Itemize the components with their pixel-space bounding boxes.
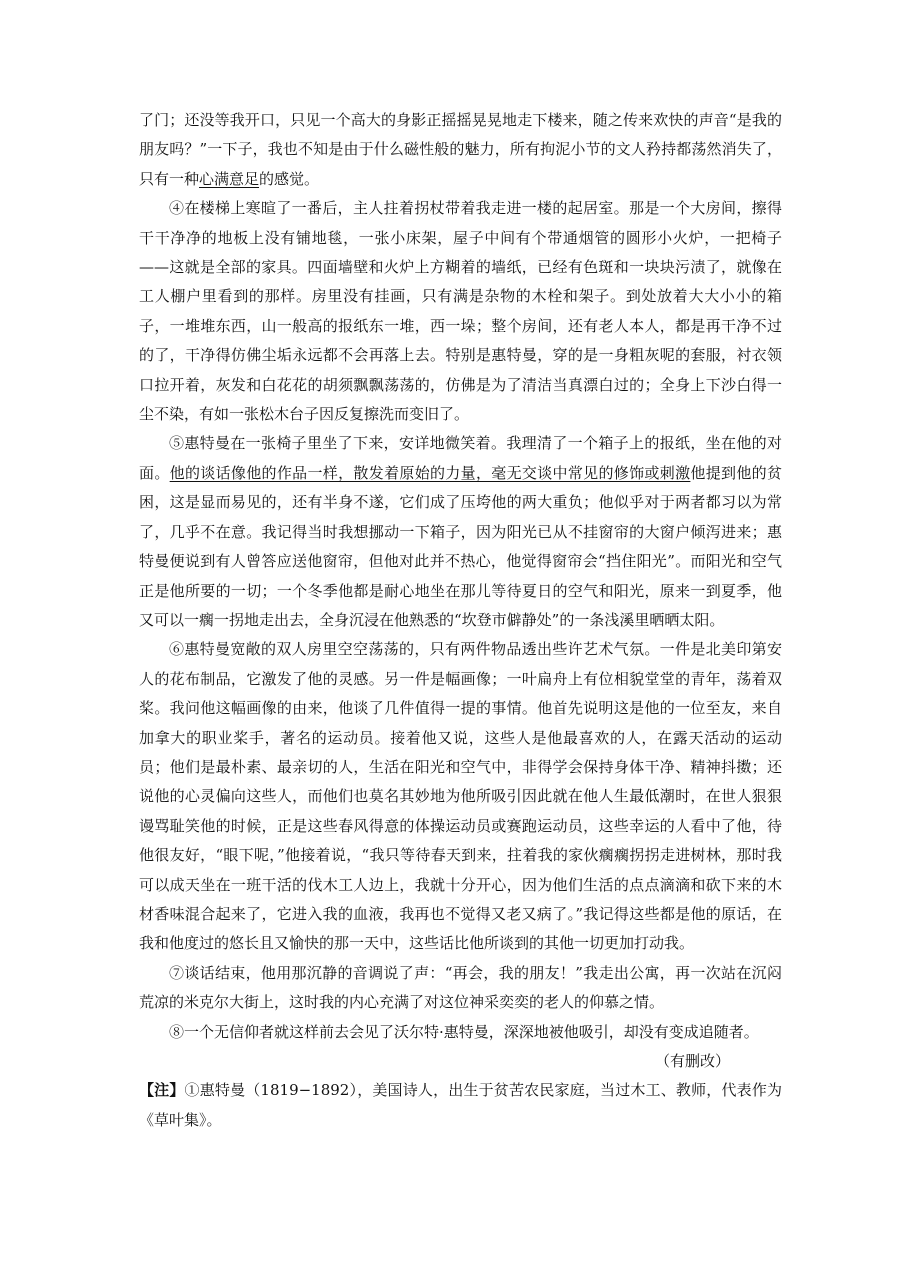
paragraph-5 bbox=[139, 429, 782, 635]
underlined-sentence-conversation: 他的谈话像他的作品一样，散发着原始的力量，毫无交谈中常见的修饰或刺激 bbox=[169, 463, 691, 482]
paragraph-3-text-1: 了门；还没等我开口，只见一个高大的身影正摇摇晃晃地走下楼来，随之传来欢快的声音“是我的朋友吗？”一下子，我也不知是由于什么磁性般的魅力，所有拘泥小节的文人矜持都荡然消失了，只有一种 bbox=[139, 111, 782, 188]
article-body bbox=[139, 106, 782, 1135]
footnote-label: 【注】 bbox=[139, 1081, 185, 1100]
underlined-phrase-xinman-yizu: 心满意足 bbox=[199, 169, 260, 188]
paragraph-5-text-1: ⑤惠特曼在一张椅子里坐了下来，安详地微笑着。我理清了一个箱子上的报纸，坐在他的对面。 bbox=[139, 434, 782, 482]
footnote-text: ①惠特曼（1819−1892），美国诗人，出生于贫苦农民家庭，当过木工、教师，代表作为《草叶集》。 bbox=[139, 1081, 782, 1129]
paragraph-6: ⑥惠特曼宽敞的双人房里空空荡荡的，只有两件物品透出些许艺术气氛。一件是北美印第安人的花布制品，它激发了他的灵感。另一件是幅画像；一叶扁舟上有位相貌堂堂的青年，荡着双桨。我问他这幅画像的由来，他谈了几件值得一提的事情。他首先说明这是他的一位至友，来自加拿大的职业桨手，著名的运动员。接着他又说，这些人是他最喜欢的人，在露天活动的运动员；他们是最朴素、最亲切的人，生活在阳光和空气中，非得学会保持身体干净、精神抖擞；还说他的心灵偏向这些人，而他们也莫名其妙地为他所吸引因此就在他人生最低潮时，在世人狠狠谩骂耻笑他的时候，正是这些春风得意的体操运动员或赛跑运动员，这些幸运的人看中了他，待他很友好，“眼下呢，”他接着说，“我只等待春天到来，拄着我的家伙瘸瘸拐拐走进树林，那时我可以成天坐在一班干活的伐木工人边上，我就十分开心，因为他们生活的点点滴滴和砍下来的木材香味混合起来了，它进入我的血液，我再也不觉得又老又病了。”我记得这些都是他的原话，在我和他度过的悠长且又愉快的那一天中，这些话比他所谈到的其他一切更加打动我。 bbox=[139, 640, 782, 953]
footnote bbox=[139, 1076, 782, 1135]
paragraph-4: ④在楼梯上寒暄了一番后，主人拄着拐杖带着我走进一楼的起居室。那是一个大房间，擦得干干净净的地板上没有铺地毯，一张小床架，屋子中间有个带通烟管的圆形小火炉，一把椅子——这就是全部的家具。四面墙壁和火炉上方糊着的墙纸，已经有色斑和一块块污渍了，就像在工人棚户里看到的那样。房里没有挂画，只有满是杂物的木栓和架子。到处放着大大小小的箱子，一堆堆东西，山一般高的报纸东一堆，西一垛；整个房间，还有老人本人，都是再干净不过的了，干净得仿佛尘垢永远都不会再落上去。特别是惠特曼，穿的是一身粗灰呢的套服，衬衣领口拉开着，灰发和白花花的胡须飘飘荡荡的，仿佛是为了清洁当真漂白过的；全身上下沙白得一尘不染，有如一张松木台子因反复擦洗而变旧了。 bbox=[139, 199, 782, 424]
paragraph-3-text-2: 的感觉。 bbox=[259, 169, 320, 188]
paragraph-8: ⑧一个无信仰者就这样前去会见了沃尔特·惠特曼，深深地被他吸引，却没有变成追随者。 bbox=[169, 1022, 759, 1041]
paragraph-7: ⑦谈话结束，他用那沉静的音调说了声：“再会，我的朋友！”我走出公寓，再一次站在沉闷荒凉的米克尔大街上，这时我的内心充满了对这位神采奕奕的老人的仰慕之情。 bbox=[139, 963, 782, 1012]
paragraph-5-text-2: 他提到他的贫困，这是显而易见的，还有半身不遂，它们成了压垮他的两大重负；他似乎对于两者都习以为常了，几乎不在意。我记得当时我想挪动一下箱子，因为阳光已从不挂窗帘的大窗户倾泻进来；惠特曼便说到有人曾答应送他窗帘，但他对此并不热心，他觉得窗帘会“挡住阳光”。而阳光和空气正是他所要的一切；一个冬季他都是耐心地坐在那儿等待夏日的空气和阳光，原来一到夏季，他又可以一瘸一拐地走出去，全身沉浸在他熟悉的“坎登市僻静处”的一条浅溪里晒晒太阳。 bbox=[139, 463, 782, 629]
paragraph-3-continued bbox=[139, 106, 782, 194]
source-note: （有删改） bbox=[654, 1052, 730, 1070]
